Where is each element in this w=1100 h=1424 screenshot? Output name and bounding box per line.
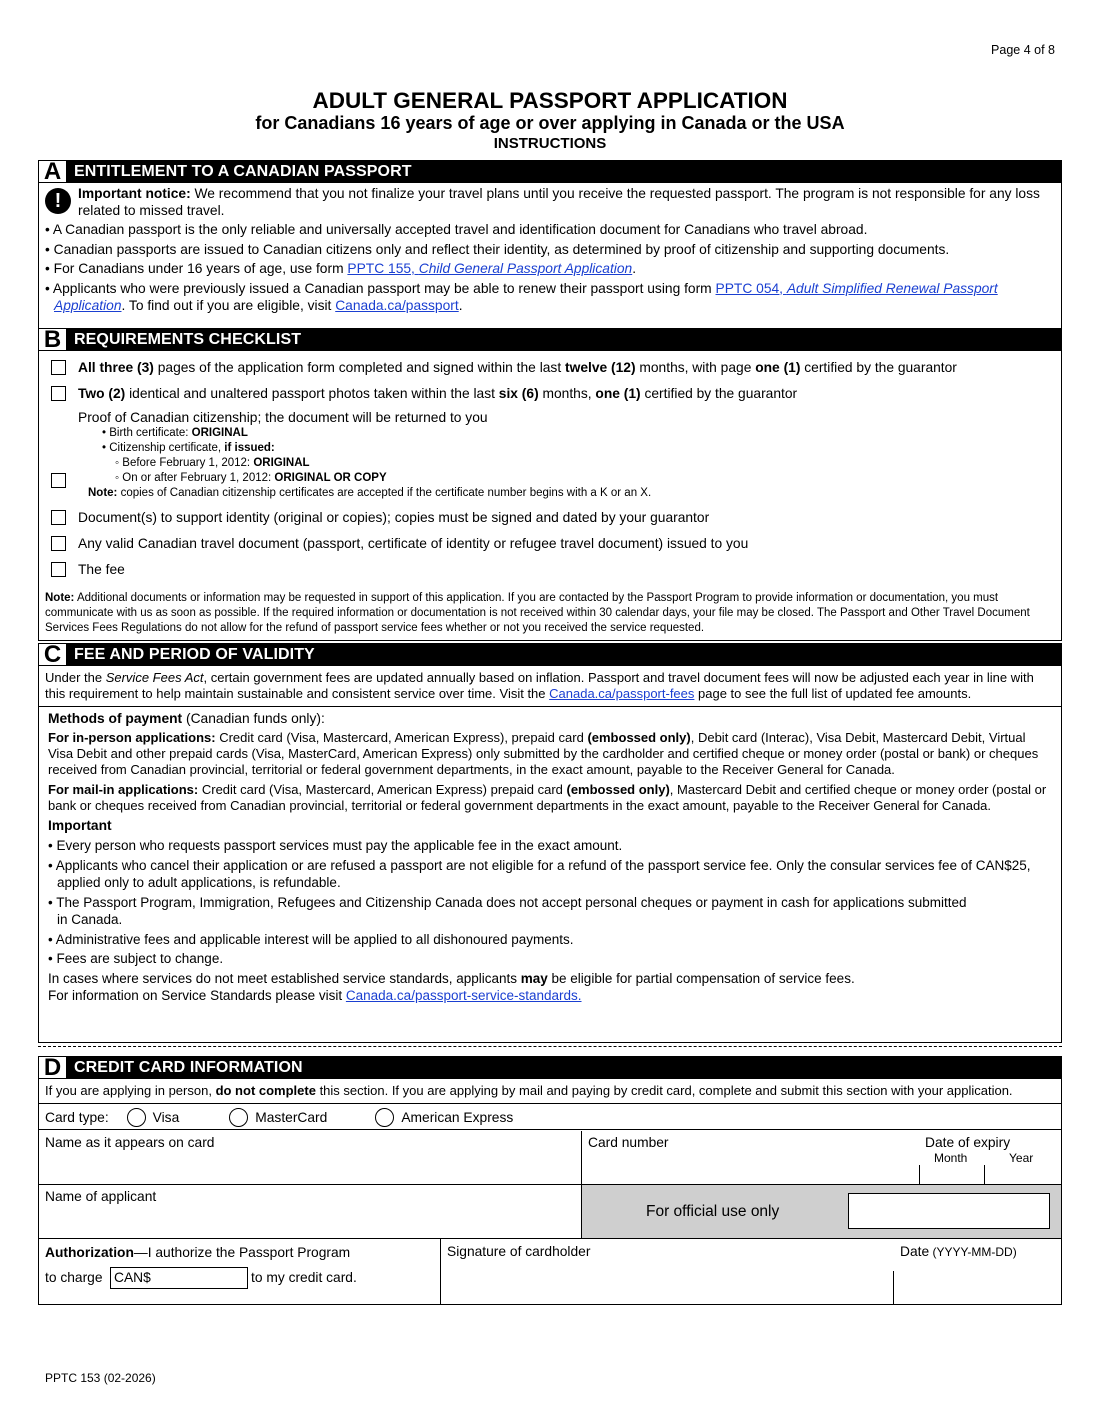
section-c-content bbox=[38, 666, 1062, 1043]
warning-icon: ! bbox=[45, 188, 71, 214]
signature-date-area: Signature of cardholder Date (YYYY-MM-DD) bbox=[441, 1239, 1061, 1305]
section-b bbox=[38, 325, 1062, 641]
pptc-054-link[interactable]: PPTC 054, Adult Simplified Renewal Passport Application bbox=[54, 280, 998, 313]
card-type-row: Card type: Visa MasterCard American Express bbox=[39, 1106, 1061, 1130]
form-title: ADULT GENERAL PASSPORT APPLICATION bbox=[312, 88, 788, 113]
visa-radio[interactable] bbox=[127, 1108, 146, 1127]
important-heading: Important bbox=[48, 818, 112, 833]
bullet-reliable-document: • A Canadian passport is the only reliable and universally accepted travel and identification document for Canadians who travel abroad. bbox=[45, 222, 868, 237]
notice-text: We recommend that you not finalize your travel plans until you receive the requested passport. The program is not responsible for any loss related to missed travel. bbox=[78, 186, 1040, 218]
section-c-header bbox=[38, 640, 1062, 668]
form-code: PPTC 153 (02-2026) bbox=[45, 1371, 156, 1385]
canada-passport-link[interactable]: Canada.ca/passport bbox=[335, 298, 459, 313]
section-title: REQUIREMENTS CHECKLIST bbox=[74, 331, 302, 348]
section-a-header bbox=[38, 157, 1062, 185]
page-number: Page 4 of 8 bbox=[991, 43, 1055, 57]
notice-label: Important notice: bbox=[78, 186, 191, 201]
identity-checkbox[interactable] bbox=[51, 510, 66, 525]
fee-intro: Under the Service Fees Act, certain government fees are updated annually based on inflation. Passport and travel document fees will now be adjusted each year in line with this requirement to help maintain sustainable and consistent service over time. Visit the Canada.ca/passport-fees page to see the full list of updated fee amounts. bbox=[39, 666, 1061, 707]
in-person-methods: For in-person applications: Credit card (Visa, Mastercard, American Express), prepaid card (embossed only), Debit card (Interac), Visa Debit, Mastercard Debit, Virtual Visa Debit and other prepaid cards (Visa, MasterCard, American Express) only submitted by the cardholder and certified cheque or money order (postal or bank) or cheques received from Canadian provincial, territorial or federal government departments, in the exact amount, payable to the Receiver General for Canada. bbox=[48, 730, 1039, 777]
important-notice bbox=[45, 186, 1055, 219]
section-d bbox=[38, 1053, 1062, 1305]
section-letter: D bbox=[38, 1056, 66, 1079]
official-use-area: For official use only bbox=[582, 1185, 1061, 1239]
section-a-content bbox=[38, 183, 1062, 342]
citizenship-checkbox[interactable] bbox=[51, 473, 66, 488]
card-number-field[interactable]: Card number bbox=[582, 1131, 917, 1185]
section-title: FEE AND PERIOD OF VALIDITY bbox=[74, 646, 315, 663]
form-checkbox[interactable] bbox=[51, 360, 66, 375]
section-b-content: All three (3) pages of the application form completed and signed within the last twelve (12) months, with page one (1) certified by the guarantor Two (2) identical and unaltered passport photos taken within the last six (6) months, one (1) certified by the guarantor Proof of Canadian citizenship; the document will be returned to you • Birth certificate: ORIGINAL • Citizenship certificate, if issued: ◦ Before February 1, 2012: ORIGINAL ◦ On or after February 1, 2012: ORIGINAL OR COPY Note: copies of Canadian citizenship certificates are accepted if the certificate number begins with a K or an X. Document(s) to support identity (original or copies); copies must be signed and dated by your guarantor Any valid Canadian travel document (passport, certificate of identity or refugee travel document) issued to you The fee Note: Additional documents or information may be requested in support of this application. If you are contacted by the Passport Program to provide information or documentation, you must communicate with us as soon as possible. If the required information or documentation is not received within 30 calendar days, your file may be closed. The Passport and Other Travel Document Services Fees Regulations do not allow for the refund of passport service fees whether or not you received the service requested. bbox=[38, 351, 1062, 641]
photos-checkbox[interactable] bbox=[51, 386, 66, 401]
bullet-citizens-only: • Canadian passports are issued to Canadian citizens only and reflect their identity, as determined by proof of citizenship and supporting documents. bbox=[45, 241, 950, 257]
payment-methods: Methods of payment (Canadian funds only): For in-person applications: Credit card (Visa, Mastercard, American Express), prepaid card (embossed only), Debit card (Interac), Visa Debit, Mastercard Debit, Virtual Visa Debit and other prepaid cards (Visa, MasterCard, American Express) only submitted by the cardholder and certified cheque or money order (postal or bank) or cheques received from Canadian provincial, territorial or federal government departments, in the exact amount, payable to the Receiver General for Canada. For mail-in applications: Credit card (Visa, Mastercard, American Express) prepaid card (embossed only), Mastercard Debit and certified cheque or money order (postal or bank or cheques received from Canadian provincial, territorial or federal government departments in the exact amount, payable to the Receiver General for Canada. Important • Every person who requests passport services must pay the applicable fee in the exact amount. • Applicants who cancel their application or are refused a passport are not eligible for a refund of the passport service fee. Only the consular services fee of CAN$25, applied only to adult applications, is refundable. • The Passport Program, Immigration, Refugees and Citizenship Canada does not accept personal cheques or payment in cash for applications submitted in Canada. • Administrative fees and applicable interest will be applied to all dishonoured payments. • Fees are subject to change. In cases where services do not meet established service standards, applicants may be eligible for partial compensation of service fees. For information on Service Standards please visit Canada.ca/passport-service-standards. bbox=[39, 707, 1061, 1010]
section-a bbox=[38, 157, 1062, 342]
charge-amount-field[interactable]: CAN$ bbox=[110, 1267, 248, 1289]
checklist-item-travel-doc: Any valid Canadian travel document (passport, certificate of identity or refugee travel document) issued to you bbox=[39, 536, 748, 551]
name-on-card-field[interactable]: Name as it appears on card bbox=[39, 1131, 582, 1185]
service-standards-link[interactable]: Canada.ca/passport-service-standards. bbox=[345, 988, 582, 1003]
section-letter: C bbox=[38, 643, 66, 666]
signature-field[interactable] bbox=[441, 1239, 891, 1305]
section-letter: B bbox=[38, 328, 66, 351]
mastercard-radio[interactable] bbox=[229, 1108, 248, 1127]
compensation-note: In cases where services do not meet established service standards, applicants may be eligible for partial compensation of service fees. bbox=[48, 971, 855, 986]
bullet-under-16: • For Canadians under 16 years of age, use form PPTC 155, Child General Passport Application. bbox=[45, 261, 637, 276]
form-subtitle: for Canadians 16 years of age or over applying in Canada or the USA bbox=[255, 113, 845, 133]
checklist-item-fee: The fee bbox=[39, 562, 125, 577]
pptc-155-link[interactable]: PPTC 155, Child General Passport Application bbox=[347, 261, 633, 276]
section-d-content bbox=[38, 1079, 1062, 1305]
checklist-item-photos: Two (2) identical and unaltered passport photos taken within the last six (6) months, one (1) certified by the guarantor bbox=[39, 386, 797, 401]
checklist-item-form: All three (3) pages of the application form completed and signed within the last twelve (12) months, with page one (1) certified by the guarantor bbox=[39, 360, 957, 375]
form-title-block bbox=[0, 88, 1100, 153]
credit-card-info: If you are applying in person, do not complete this section. If you are applying by mail and paying by credit card, complete and submit this section with your application. bbox=[39, 1079, 1061, 1104]
fee-checkbox[interactable] bbox=[51, 562, 66, 577]
travel-doc-checkbox[interactable] bbox=[51, 536, 66, 551]
section-title: ENTITLEMENT TO A CANADIAN PASSPORT bbox=[74, 163, 412, 180]
checklist-item-identity: Document(s) to support identity (original or copies); copies must be signed and dated by your guarantor bbox=[39, 510, 709, 525]
section-b-header bbox=[38, 325, 1062, 353]
cut-line bbox=[38, 1046, 1062, 1047]
section-letter: A bbox=[38, 160, 66, 183]
instructions-label: INSTRUCTIONS bbox=[493, 135, 607, 152]
section-title: CREDIT CARD INFORMATION bbox=[74, 1059, 303, 1076]
expiry-field[interactable]: Date of expiry Month Year bbox=[917, 1131, 1061, 1185]
section-c bbox=[38, 640, 1062, 1043]
authorization-area: Authorization—I authorize the Passport Program to charge CAN$ to my credit card. bbox=[39, 1239, 441, 1305]
mail-in-methods: For mail-in applications: Credit card (Visa, Mastercard, American Express) prepaid card (embossed only), Mastercard Debit and certified cheque or money order (postal or bank or cheques received from Canadian provincial, territorial or federal government departments in the exact amount, payable to the Receiver General for Canada. bbox=[48, 782, 1047, 813]
amex-radio[interactable] bbox=[375, 1108, 394, 1127]
applicant-name-field[interactable]: Name of applicant bbox=[39, 1185, 582, 1239]
official-use-field bbox=[848, 1193, 1050, 1229]
checklist-note: Note: Additional documents or information may be requested in support of this application. If you are contacted by the Passport Program to provide information or documentation, you must communicate with us as soon as possible. If the required information or documentation is not received within 30 calendar days, your file may be closed. The Passport and Other Travel Document Services Fees Regulations do not allow for the refund of passport service fees whether or not you received the service requested. bbox=[45, 592, 1030, 634]
service-standards: For information on Service Standards please visit Canada.ca/passport-service-standards. bbox=[48, 988, 582, 1003]
section-d-header bbox=[38, 1053, 1062, 1081]
date-field[interactable] bbox=[894, 1271, 1061, 1305]
bullet-renewal: • Applicants who were previously issued a Canadian passport may be able to renew their passport using form PPTC 054, Adult Simplified Renewal Passport Application. To find out if you are eligible, visit Canada.ca/passport. bbox=[45, 280, 998, 313]
passport-fees-link[interactable]: Canada.ca/passport-fees bbox=[549, 686, 695, 701]
